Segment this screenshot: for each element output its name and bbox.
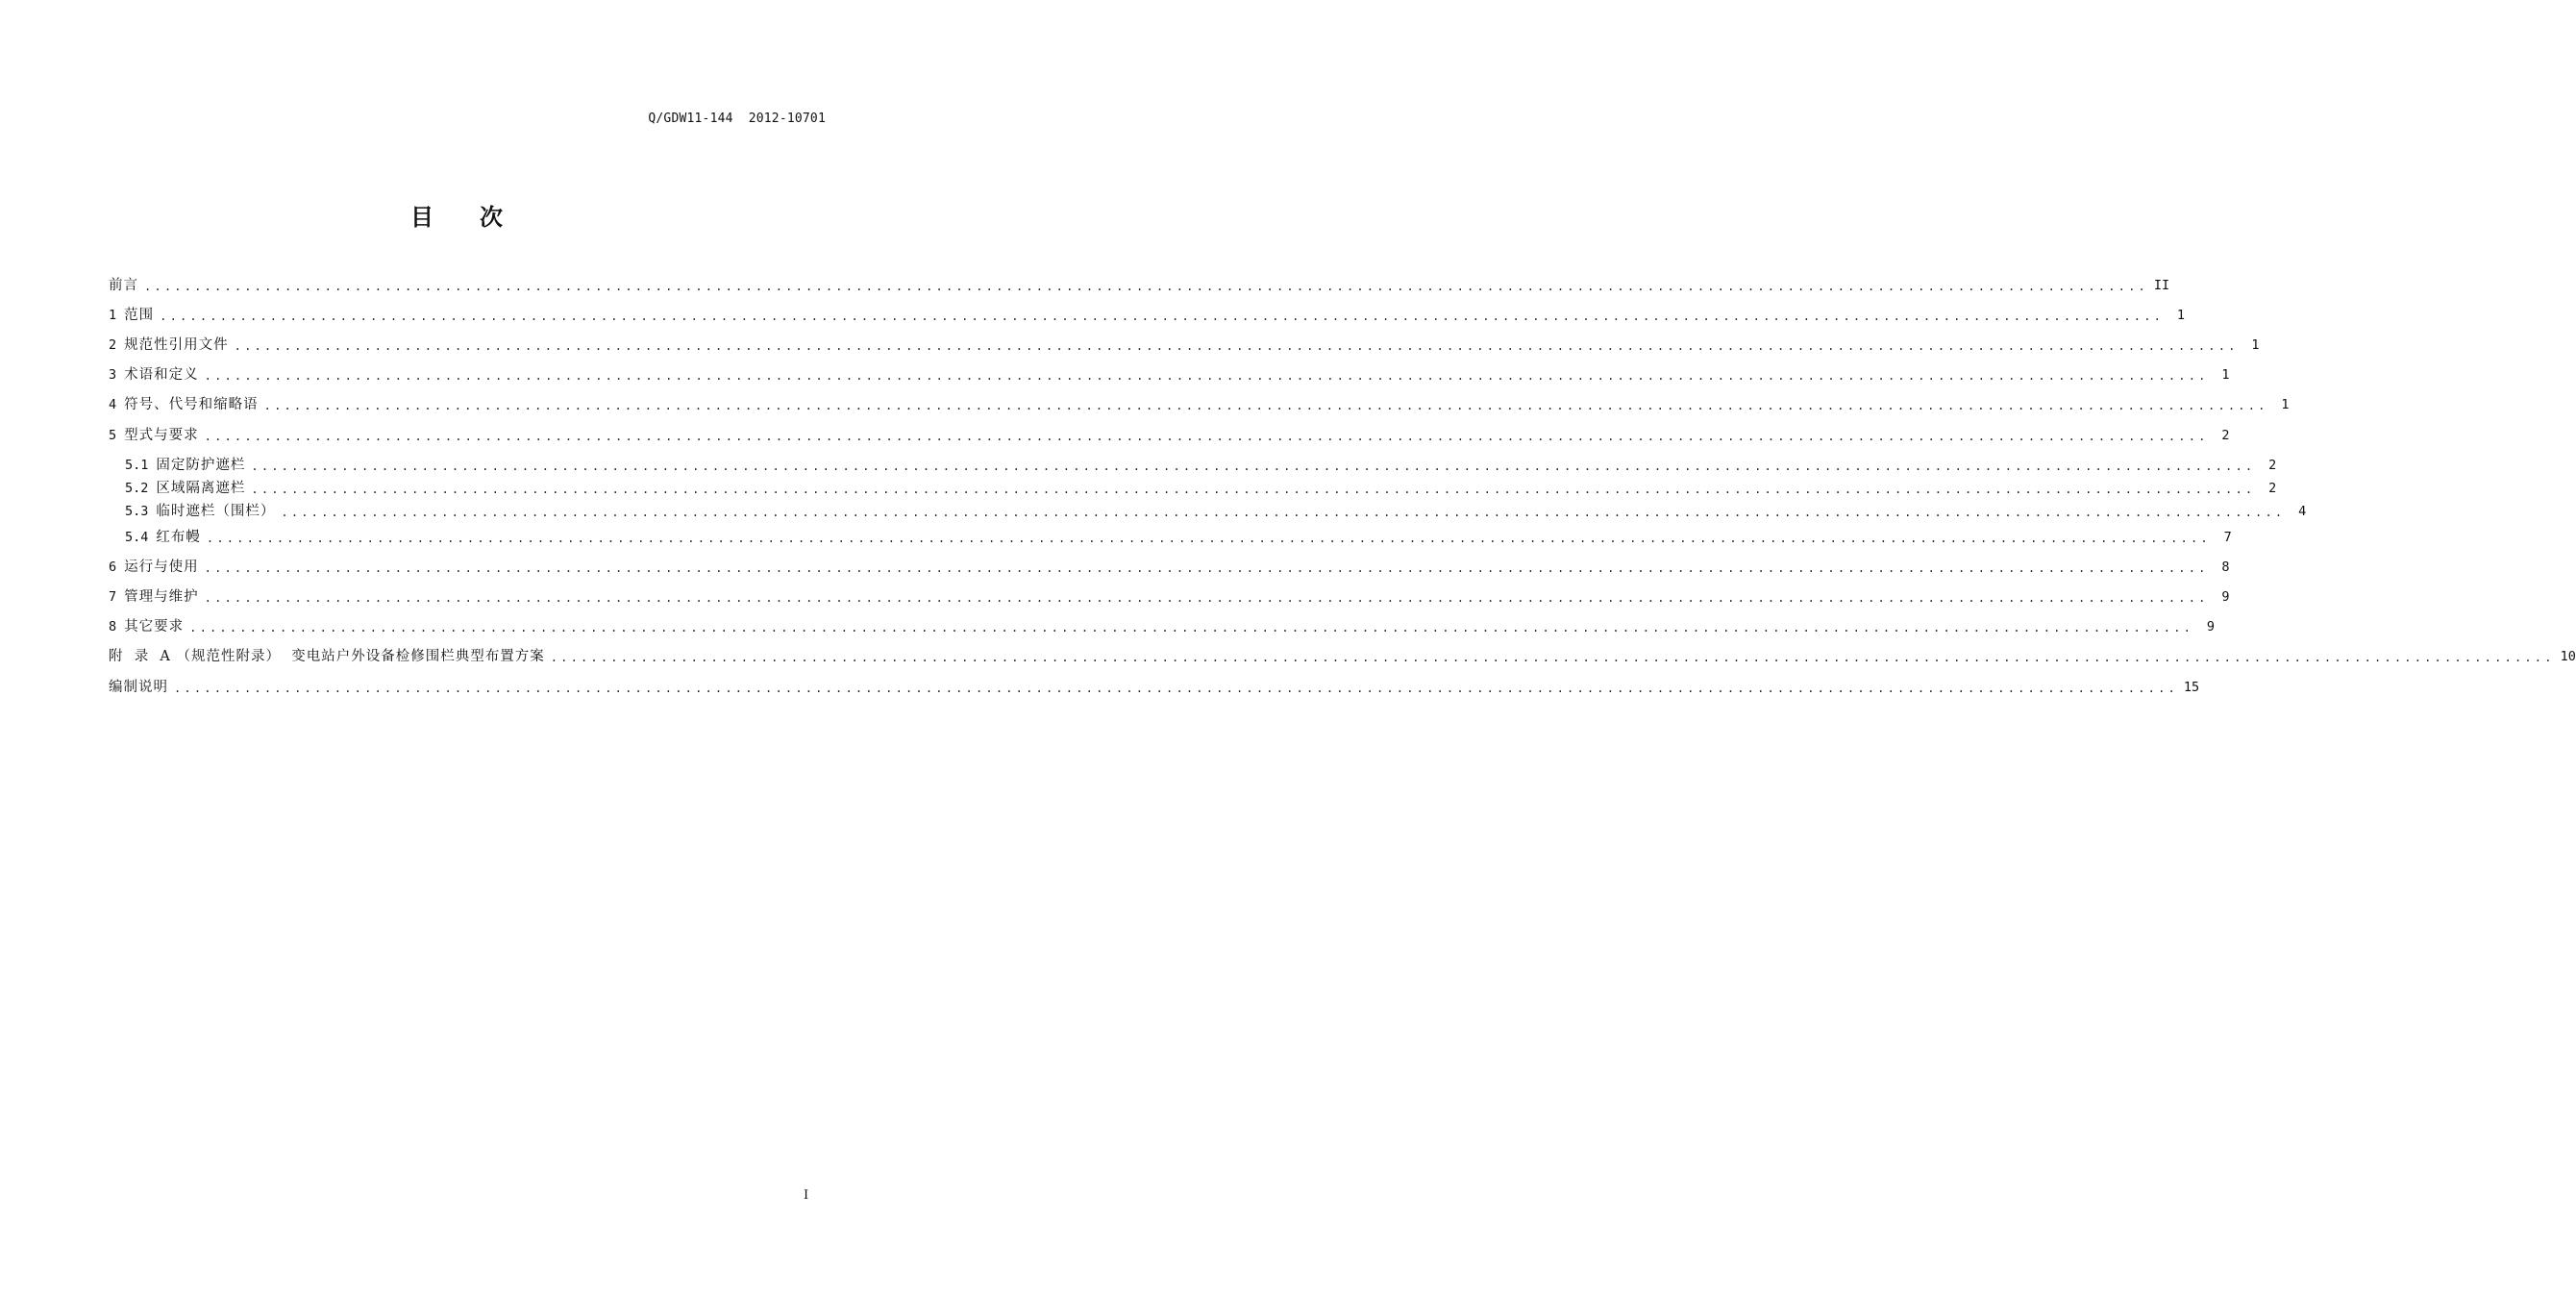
toc-entry-page: 15 [2183,680,2200,695]
document-code: Q/GDW11-144 2012-10701 [648,112,826,126]
toc-leader-dots: ........................................................................................................................................................................................................ [234,339,2239,353]
toc-entry-number: 4 [109,397,117,412]
toc-entry-number: 5.2 [125,481,149,496]
toc-entry-page: 9 [2206,619,2216,634]
toc-entry-label: 运行与使用 [124,559,199,575]
toc-entry-label: 临时遮栏（围栏） [156,504,276,519]
toc-leader-dots: ........................................................................................................................................................................................................ [204,430,2209,443]
toc-leader-dots: ........................................................................................................................................................................................................ [144,280,2148,293]
toc-entry-label: 编制说明 [109,680,168,695]
toc-leader-dots: ........................................................................................................................................................................................................ [263,399,2268,412]
toc-entry[interactable] [109,336,2260,355]
toc-entry-page: 1 [2176,308,2186,323]
toc-entry-label: 区域隔离遮栏 [156,481,246,496]
toc-entry-number: 3 [109,367,117,383]
toc-entry[interactable] [109,528,2232,547]
toc-leader-dots: ........................................................................................................................................................................................................ [550,651,2555,664]
toc-leader-dots: ........................................................................................................................................................................................................ [206,532,2211,545]
toc-entry-number: 5.3 [125,504,149,519]
toc-entry-number: 6 [109,559,117,575]
toc-leader-dots: ........................................................................................................................................................................................................ [281,506,2286,519]
toc-entry[interactable] [109,558,2230,577]
page-title: 目次 [410,204,549,231]
toc-entry-number: 2 [109,337,117,353]
toc-entry-label: 红布幔 [156,530,201,545]
toc-entry-page: 2 [2268,481,2277,496]
toc-entry[interactable] [109,647,2576,666]
toc-entry-page: 9 [2221,589,2230,605]
toc-entry-number: 5.1 [125,458,149,473]
toc-entry[interactable] [109,306,2186,325]
toc-entry[interactable] [109,456,2277,475]
toc-entry-label: 前言 [109,278,138,293]
toc-entry-label: 规范性引用文件 [124,337,229,353]
toc-entry[interactable] [109,365,2230,385]
toc-entry-label: 固定防护遮栏 [156,458,246,473]
toc-entry-label: 管理与维护 [124,589,199,605]
toc-entry-page: 4 [2298,504,2307,519]
toc-leader-dots: ........................................................................................................................................................................................................ [251,460,2256,473]
toc-entry-page: 2 [2268,458,2277,473]
toc-entry-number: 5 [109,428,117,443]
toc-entry[interactable] [109,479,2277,498]
toc-entry-label: 术语和定义 [124,367,199,383]
toc-entry-page: 1 [2251,337,2260,353]
toc-entry-label: 其它要求 [124,619,185,634]
toc-entry-page: 2 [2221,428,2230,443]
toc-entry[interactable] [109,587,2230,607]
toc-entry-page: 7 [2223,530,2232,545]
page-number: I [804,1188,809,1203]
toc-leader-dots: ........................................................................................................................................................................................................ [204,591,2209,605]
toc-entry[interactable] [109,502,2307,521]
toc-entry[interactable] [109,617,2216,636]
toc-entry-page: II [2153,278,2170,293]
toc-leader-dots: ........................................................................................................................................................................................................ [204,369,2209,383]
toc-entry-number: 8 [109,619,117,634]
toc-entry-page: 1 [2221,367,2230,383]
toc-entry-page: 8 [2221,559,2230,575]
toc-entry-page: 10 [2560,649,2576,664]
toc-entry[interactable] [109,395,2290,414]
toc-entry-label: 范围 [124,308,155,323]
toc-entry[interactable] [109,426,2230,445]
toc-entry-label: 符号、代号和缩略语 [124,397,259,412]
toc-leader-dots: ........................................................................................................................................................................................................ [251,483,2256,496]
toc-leader-dots: ........................................................................................................................................................................................................ [160,310,2165,323]
toc-entry-number: 1 [109,308,117,323]
toc-entry[interactable] [109,678,2200,697]
toc-entry-number: 5.4 [125,530,149,545]
toc-leader-dots: ........................................................................................................................................................................................................ [174,682,2178,695]
toc-entry-label: 附 录 A （规范性附录） 变电站户外设备检修围栏典型布置方案 [109,649,545,664]
toc-leader-dots: ........................................................................................................................................................................................................ [189,621,2194,634]
toc-entry-number: 7 [109,589,117,605]
toc-entry-label: 型式与要求 [124,428,199,443]
toc-entry[interactable] [109,276,2170,295]
toc-entry-page: 1 [2281,397,2290,412]
toc-leader-dots: ........................................................................................................................................................................................................ [204,561,2209,575]
